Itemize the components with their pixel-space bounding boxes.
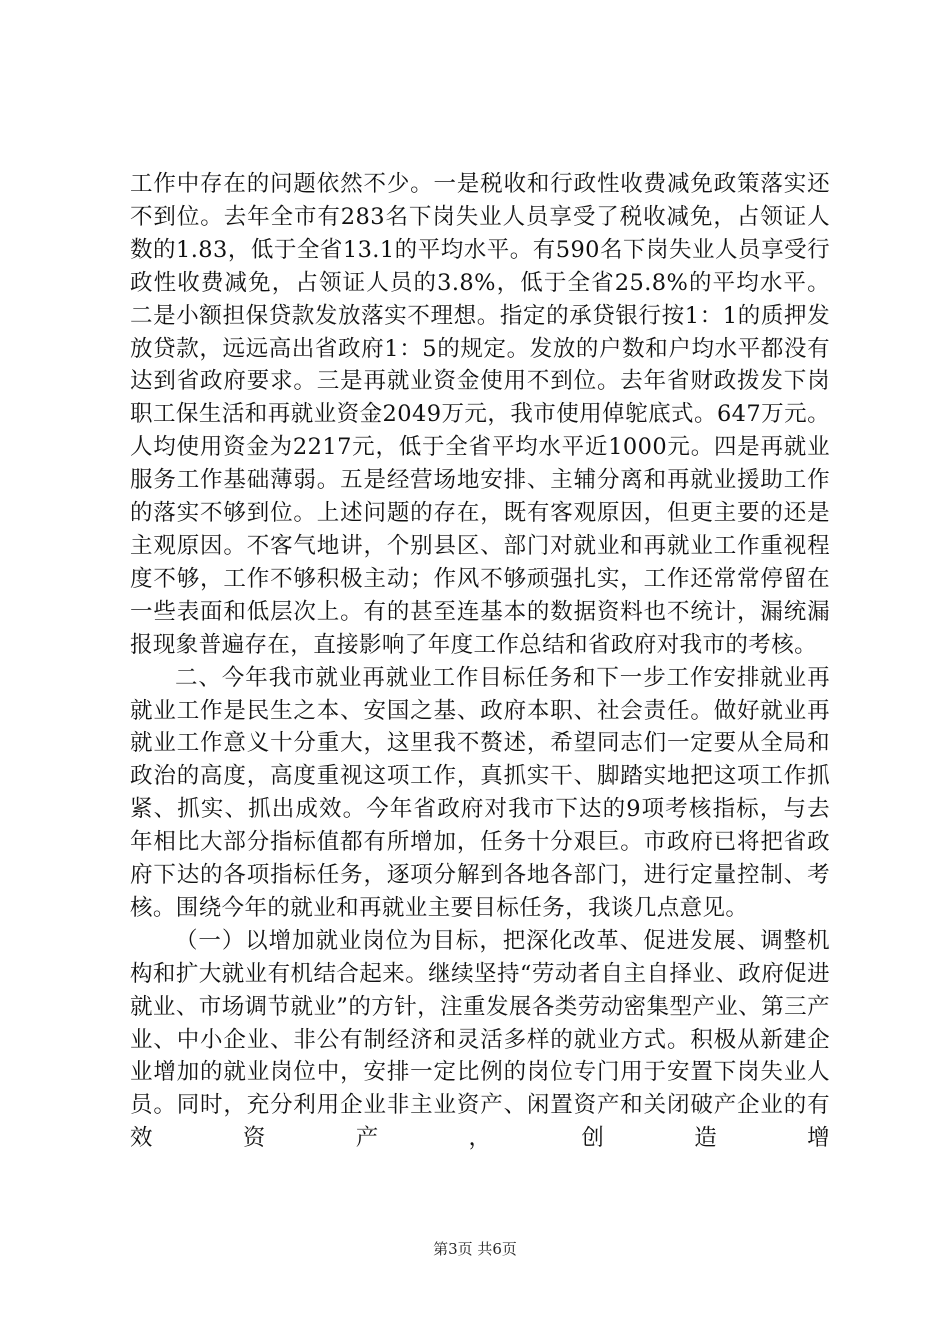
- paragraph-section-two: 二、今年我市就业再就业工作目标任务和下一步工作安排就业再就业工作是民生之本、安国之基、政府本职、社会责任。做好就业再就业工作意义十分重大，这里我不赘述，希望同志们一定要从全局和政治的高度，高度重视这项工作，真抓实干、脚踏实地把这项工作抓紧、抓实、抓出成效。今年省政府对我市下达的9项考核指标，与去年相比大部分指标值都有所增加，任务十分艰巨。市政府已将把省政府下达的各项指标任务，逐项分解到各地各部门，进行定量控制、考核。围绕今年的就业和再就业主要目标任务，我谈几点意见。: [130, 664, 830, 921]
- paragraph-subsection-one: （一）以增加就业岗位为目标，把深化改革、促进发展、调整机构和扩大就业有机结合起来。继续坚持“劳动者自主自择业、政府促进就业、市场调节就业”的方针，注重发展各类劳动密集型产业、第三产业、中小企业、非公有制经济和灵活多样的就业方式。积极从新建企业增加的就业岗位中，安排一定比例的岗位专门用于安置下岗失业人员。同时，充分利用企业非主业资产、闲置资产和关闭破产企业的有效资产，创造增: [130, 927, 830, 1152]
- document-body: [130, 168, 830, 1155]
- paragraph-problems: 工作中存在的问题依然不少。一是税收和行政性收费减免政策落实还不到位。去年全市有283名下岗失业人员享受了税收减免，占领证人数的1.83，低于全省13.1的平均水平。有590名下岗失业人员享受行政性收费减免，占领证人员的3.8%，低于全省25.8%的平均水平。二是小额担保贷款发放落实不理想。指定的承贷银行按1：1的质押发放贷款，远远高出省政府1：5的规定。发放的户数和户均水平都没有达到省政府要求。三是再就业资金使用不到位。去年省财政拨发下岗职工保生活和再就业资金2049万元，我市使用倬鸵底式。647万元。人均使用资金为2217元，低于全省平均水平近1000元。四是再就业服务工作基础薄弱。五是经营场地安排、主辅分离和再就业援助工作的落实不够到位。上述问题的存在，既有客观原因，但更主要的还是主观原因。不客气地讲，个别县区、部门对就业和再就业工作重视程度不够，工作不够积极主动；作风不够顽强扎实，工作还常常停留在一些表面和低层次上。有的甚至连基本的数据资料也不统计，漏统漏报现象普遍存在，直接影响了年度工作总结和省政府对我市的考核。: [130, 171, 830, 658]
- page-number-footer: 第3页 共6页: [433, 1240, 517, 1258]
